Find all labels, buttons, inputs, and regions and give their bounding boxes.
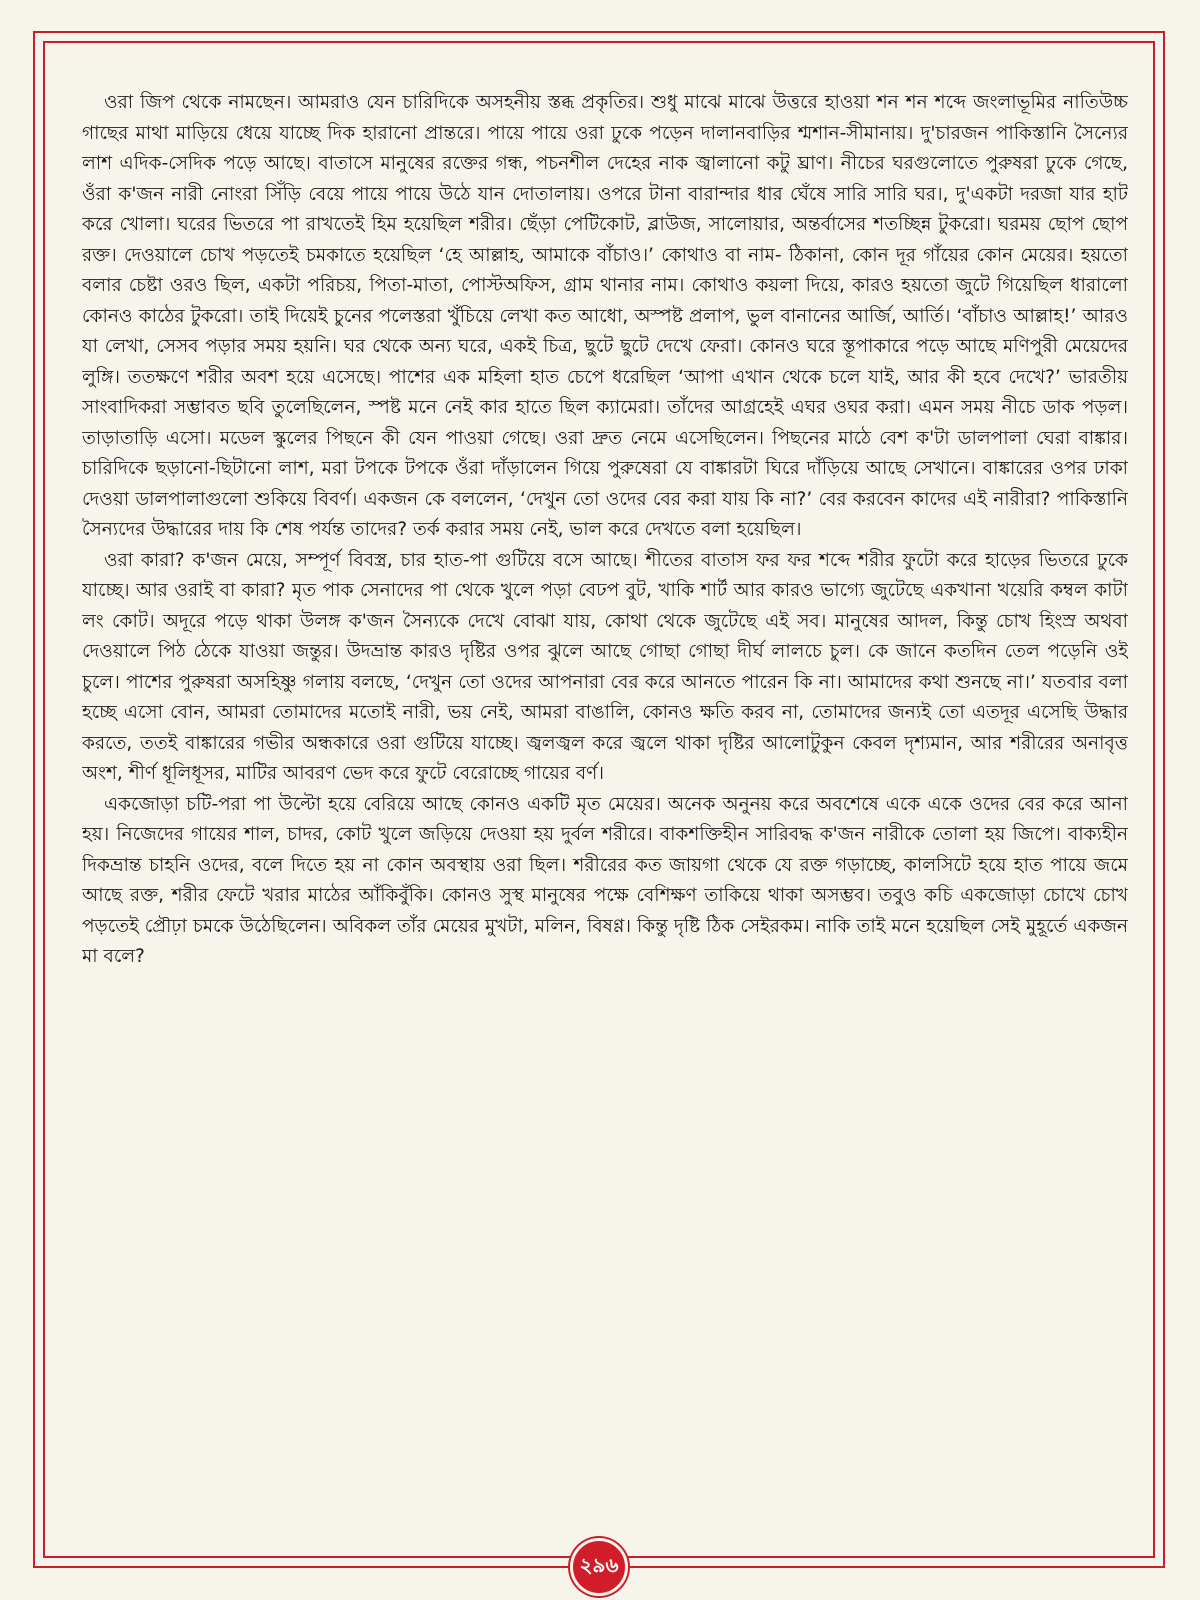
paragraph-1: ওরা জিপ থেকে নামছেন। আমরাও যেন চারিদিকে অসহনীয় স্তব্ধ প্রকৃতির। শুধু মাঝে মাঝে উত্তরে হাওয়া শন শন শব্দে জংলাভূমির নাতিউচ্চ গাছের মাথা মাড়িয়ে ধেয়ে যাচ্ছে দিক হারানো প্রান্তরে। পায়ে পায়ে ওরা ঢুকে পড়েন দালানবাড়ির শ্মশান-সীমানায়। দু'চারজন পাকিস্তানি সৈন্যের লাশ এদিক-সেদিক পড়ে আছে। বাতাসে মানুষের রক্তের গন্ধ, পচনশীল দেহের নাক জ্বালানো কটু ঘ্রাণ। নীচের ঘরগুলোতে পুরুষরা ঢুকে গেছে, ওঁরা ক'জন নারী নোংরা সিঁড়ি বেয়ে পায়ে পায়ে উঠে যান দোতালায়। ওপরে টানা বারান্দার ধার ঘেঁষে সারি সারি ঘর।, দু'একটা দরজা যার হাট করে খোলা। ঘরের ভিতরে পা রাখতেই হিম হয়েছিল শরীর। ছেঁড়া পেটিকোট, ব্লাউজ, সালোয়ার, অন্তর্বাসের শতচ্ছিন্ন টুকরো। ঘরময় ছোপ ছোপ রক্ত। দেওয়ালে চোখ পড়তেই চমকাতে হয়েছিল ‘হে আল্লাহ, আমাকে বাঁচাও।’ কোথাও বা নাম- ঠিকানা, কোন দূর গাঁয়ের কোন মেয়ের। হয়তো বলার চেষ্টা ওরও ছিল, একটা পরিচয়, পিতা-মাতা, পোস্টঅফিস, গ্রাম থানার নাম। কোথাও কয়লা দিয়ে, কারও হয়তো জুটে গিয়েছিল ধারালো কোনও কাঠের টুকরো। তাই দিয়েই চুনের পলেস্তরা খুঁচিয়ে লেখা কত আধো, অস্পষ্ট প্রলাপ, ভুল বানানের আর্জি, আর্তি। ‘বাঁচাও আল্লাহ!’ আরও যা লেখা, সেসব পড়ার সময় হয়নি। ঘর থেকে অন্য ঘরে, একই চিত্র, ছুটে ছুটে দেখে ফেরা। কোনও ঘরে স্তূপাকারে পড়ে আছে মণিপুরী মেয়েদের লুঙ্গি। ততক্ষণে শরীর অবশ হয়ে এসেছে। পাশের এক মহিলা হাত চেপে ধরেছিল ‘আপা এখান থেকে চলে যাই, আর কী হবে দেখে?’ ভারতীয় সাংবাদিকরা সম্ভাবত ছবি তুলেছিলেন, স্পষ্ট মনে নেই কার হাতে ছিল ক্যামেরা। তাঁদের আগ্রহেই এঘর ওঘর করা। এমন সময় নীচে ডাক পড়ল। তাড়াতাড়ি এসো। মডেল স্কুলের পিছনে কী যেন পাওয়া গেছে। ওরা দ্রুত নেমে এসেছিলেন। পিছনের মাঠে বেশ ক'টা ডালপালা ঘেরা বাঙ্কার। চারিদিকে ছড়ানো-ছিটানো লাশ, মরা টপকে টপকে ওঁরা দাঁড়ালেন গিয়ে পুরুষেরা যে বাঙ্কারটা ঘিরে দাঁড়িয়ে আছে সেখানে। বাঙ্কারের ওপর ঢাকা দেওয়া ডালপালাগুলো শুকিয়ে বিবর্ণ। একজন কে বললেন, ‘দেখুন তো ওদের বের করা যায় কি না?’ বের করবেন কাদের এই নারীরা? পাকিস্তানি সৈন্যদের উদ্ধারের দায় কি শেষ পর্যন্ত তাদের? তর্ক করার সময় নেই, ভাল করে দেখতে বলা হয়েছিল। <box>82 92 1128 540</box>
paragraph-3: একজোড়া চটি-পরা পা উল্টো হয়ে বেরিয়ে আছে কোনও একটি মৃত মেয়ের। অনেক অনুনয় করে অবশেষে একে একে ওদের বের করে আনা হয়। নিজেদের গায়ের শাল, চাদর, কোট খুলে জড়িয়ে দেওয়া হয় দুর্বল শরীরে। বাকশক্তিহীন সারিবদ্ধ ক'জন নারীকে তোলা হয় জিপে। বাক্যহীন দিকভ্রান্ত চাহনি ওদের, বলে দিতে হয় না কোন অবস্থায় ওরা ছিল। শরীরের কত জায়গা থেকে যে রক্ত গড়াচ্ছে, কালসিটে হয়ে হাত পায়ে জমে আছে রক্ত, শরীর ফেটে খরার মাঠের আঁকিবুঁকি। কোনও সুস্থ মানুষের পক্ষে বেশিক্ষণ তাকিয়ে থাকা অসম্ভব। তবুও কচি একজোড়া চোখে চোখ পড়তেই প্রৌঢ়া চমকে উঠেছিলেন। অবিকল তাঁর মেয়ের মুখটা, মলিন, বিষণ্ণ। কিন্তু দৃষ্টি ঠিক সেইরকম। নাকি তাই মনে হয়েছিল সেই মুহূর্তে একজন মা বলে? <box>82 793 1128 967</box>
page-number: ২৯৬ <box>570 1538 628 1596</box>
body-text <box>82 88 1128 1528</box>
paragraph-2: ওরা কারা? ক'জন মেয়ে, সম্পূর্ণ বিবস্ত্র, চার হাত-পা গুটিয়ে বসে আছে। শীতের বাতাস ফর ফর শব্দে শরীর ফুটো করে হাড়ের ভিতরে ঢুকে যাচ্ছে। আর ওরাই বা কারা? মৃত পাক সেনাদের পা থেকে খুলে পড়া বেঢপ বুট, খাকি শার্ট আর কারও ভাগ্যে জুটেছে একখানা খয়েরি কম্বল কাটা লং কোট। অদূরে পড়ে থাকা উলঙ্গ ক'জন সৈন্যকে দেখে বোঝা যায়, কোথা থেকে জুটেছে এই সব। মানুষের আদল, কিন্তু চোখ হিংস্র অথবা দেওয়ালে পিঠ ঠেকে যাওয়া জন্তুর। উদভ্রান্ত কারও দৃষ্টির ওপর ঝুলে আছে গোছা গোছা দীর্ঘ লালচে চুল। কে জানে কতদিন তেল পড়েনি ওই চুলে। পাশের পুরুষরা অসহিষ্ণু গলায় বলছে, ‘দেখুন তো ওদের আপনারা বের করে আনতে পারেন কি না। আমাদের কথা শুনছে না।’ যতবার বলা হচ্ছে এসো বোন, আমরা তোমাদের মতোই নারী, ভয় নেই, আমরা বাঙালি, কোনও ক্ষতি করব না, তোমাদের জন্যই তো এতদূর এসেছি উদ্ধার করতে, ততই বাঙ্কারের গভীর অন্ধকারে ওরা গুটিয়ে যাচ্ছে। জ্বলজ্বল করে জ্বলে থাকা দৃষ্টির আলোটুকুন কেবল দৃশ্যমান, আর শরীরের অনাবৃত্ত অংশ, শীর্ণ ধূলিধূসর, মাটির আবরণ ভেদ করে ফুটে বেরোচ্ছে গায়ের বর্ণ। <box>82 549 1128 784</box>
